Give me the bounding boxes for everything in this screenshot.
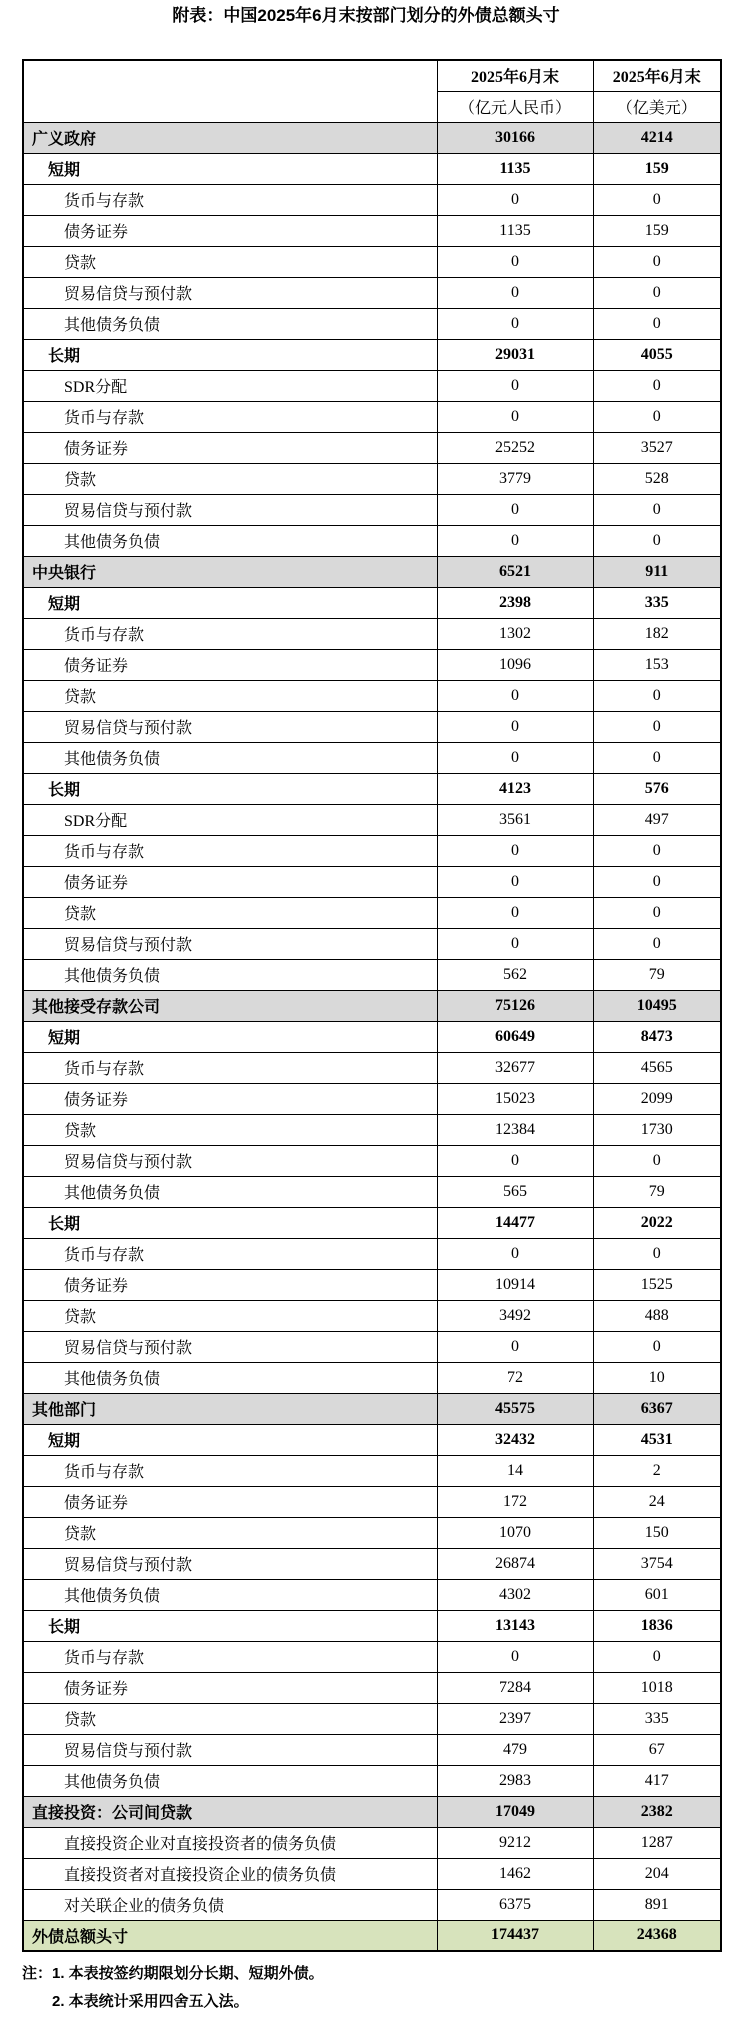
table-row-item bbox=[23, 277, 721, 308]
rmb-value: 7284 bbox=[437, 1672, 593, 1703]
table-row-item bbox=[23, 680, 721, 711]
usd-value: 0 bbox=[593, 928, 721, 959]
table-row-item bbox=[23, 1858, 721, 1889]
rmb-value: 60649 bbox=[437, 1021, 593, 1052]
rmb-value: 0 bbox=[437, 277, 593, 308]
table-row-item bbox=[23, 897, 721, 928]
rmb-value: 4302 bbox=[437, 1579, 593, 1610]
row-label: 债务证券 bbox=[23, 1672, 437, 1703]
row-label: 债务证券 bbox=[23, 1083, 437, 1114]
table-row-section bbox=[23, 1796, 721, 1827]
rmb-value: 32677 bbox=[437, 1052, 593, 1083]
rmb-value: 1070 bbox=[437, 1517, 593, 1548]
usd-value: 4531 bbox=[593, 1424, 721, 1455]
row-label: 其他债务负债 bbox=[23, 1176, 437, 1207]
page-title: 附表：中国2025年6月末按部门划分的外债总额头寸 bbox=[172, 6, 560, 25]
usd-value: 0 bbox=[593, 897, 721, 928]
row-label: 货币与存款 bbox=[23, 1455, 437, 1486]
table-row-item bbox=[23, 1827, 721, 1858]
row-label: 贸易信贷与预付款 bbox=[23, 928, 437, 959]
rmb-value: 0 bbox=[437, 1641, 593, 1672]
row-label: 货币与存款 bbox=[23, 1641, 437, 1672]
rmb-value: 0 bbox=[437, 525, 593, 556]
usd-value: 10495 bbox=[593, 990, 721, 1021]
table-body bbox=[23, 122, 721, 1951]
header-usd-unit: （亿美元） bbox=[593, 91, 721, 122]
rmb-value: 0 bbox=[437, 711, 593, 742]
row-label: 贸易信贷与预付款 bbox=[23, 277, 437, 308]
usd-value: 891 bbox=[593, 1889, 721, 1920]
table-row-item bbox=[23, 1889, 721, 1920]
row-label: 贸易信贷与预付款 bbox=[23, 1734, 437, 1765]
row-label: 贸易信贷与预付款 bbox=[23, 1331, 437, 1362]
row-label: 债务证券 bbox=[23, 215, 437, 246]
table-row-item bbox=[23, 1114, 721, 1145]
table-row-section bbox=[23, 122, 721, 153]
rmb-value: 1135 bbox=[437, 153, 593, 184]
rmb-value: 4123 bbox=[437, 773, 593, 804]
usd-value: 0 bbox=[593, 866, 721, 897]
row-label: SDR分配 bbox=[23, 804, 437, 835]
usd-value: 3527 bbox=[593, 432, 721, 463]
rmb-value: 0 bbox=[437, 370, 593, 401]
rmb-value: 174437 bbox=[437, 1920, 593, 1951]
rmb-value: 15023 bbox=[437, 1083, 593, 1114]
usd-value: 24368 bbox=[593, 1920, 721, 1951]
table-row-item bbox=[23, 1672, 721, 1703]
usd-value: 2099 bbox=[593, 1083, 721, 1114]
table-row-section bbox=[23, 990, 721, 1021]
usd-value: 0 bbox=[593, 1145, 721, 1176]
usd-value: 1018 bbox=[593, 1672, 721, 1703]
usd-value: 0 bbox=[593, 742, 721, 773]
row-label: 货币与存款 bbox=[23, 184, 437, 215]
usd-value: 335 bbox=[593, 1703, 721, 1734]
table-row-item bbox=[23, 1052, 721, 1083]
rmb-value: 1462 bbox=[437, 1858, 593, 1889]
table-row-item bbox=[23, 215, 721, 246]
table-row-total bbox=[23, 1920, 721, 1951]
row-label: 长期 bbox=[23, 1207, 437, 1238]
row-label: 货币与存款 bbox=[23, 1052, 437, 1083]
table-row-item bbox=[23, 1486, 721, 1517]
table-row-item bbox=[23, 494, 721, 525]
usd-value: 1525 bbox=[593, 1269, 721, 1300]
table-row-item bbox=[23, 1734, 721, 1765]
rmb-value: 1096 bbox=[437, 649, 593, 680]
table-row-subtotal bbox=[23, 1610, 721, 1641]
table-row-item bbox=[23, 1300, 721, 1331]
header-rmb-period: 2025年6月末 bbox=[437, 60, 593, 91]
table-row-item bbox=[23, 649, 721, 680]
usd-value: 24 bbox=[593, 1486, 721, 1517]
table-row-item bbox=[23, 432, 721, 463]
row-label: 贸易信贷与预付款 bbox=[23, 1145, 437, 1176]
usd-value: 2 bbox=[593, 1455, 721, 1486]
usd-value: 0 bbox=[593, 525, 721, 556]
table-row-item bbox=[23, 1765, 721, 1796]
table-row-item bbox=[23, 1455, 721, 1486]
rmb-value: 30166 bbox=[437, 122, 593, 153]
table-row-item bbox=[23, 401, 721, 432]
rmb-value: 0 bbox=[437, 401, 593, 432]
rmb-value: 479 bbox=[437, 1734, 593, 1765]
table-row-item bbox=[23, 370, 721, 401]
table-row-subtotal bbox=[23, 773, 721, 804]
rmb-value: 0 bbox=[437, 835, 593, 866]
usd-value: 150 bbox=[593, 1517, 721, 1548]
row-label: 短期 bbox=[23, 1424, 437, 1455]
usd-value: 6367 bbox=[593, 1393, 721, 1424]
row-label: 贸易信贷与预付款 bbox=[23, 1548, 437, 1579]
row-label: SDR分配 bbox=[23, 370, 437, 401]
row-label: 直接投资：公司间贷款 bbox=[23, 1796, 437, 1827]
row-label: 货币与存款 bbox=[23, 835, 437, 866]
table-row-section bbox=[23, 556, 721, 587]
table-row-item bbox=[23, 711, 721, 742]
table-row-item bbox=[23, 1269, 721, 1300]
rmb-value: 0 bbox=[437, 680, 593, 711]
table-row-subtotal bbox=[23, 1207, 721, 1238]
table-row-item bbox=[23, 1176, 721, 1207]
usd-value: 488 bbox=[593, 1300, 721, 1331]
rmb-value: 562 bbox=[437, 959, 593, 990]
rmb-value: 29031 bbox=[437, 339, 593, 370]
row-label: 贸易信贷与预付款 bbox=[23, 494, 437, 525]
row-label: 短期 bbox=[23, 153, 437, 184]
footnote-2: 2. 本表统计采用四舍五入法。 bbox=[52, 1993, 249, 2010]
row-label: 中央银行 bbox=[23, 556, 437, 587]
row-label: 债务证券 bbox=[23, 649, 437, 680]
row-label: 贷款 bbox=[23, 1517, 437, 1548]
table-row-subtotal bbox=[23, 1021, 721, 1052]
table-row-item bbox=[23, 928, 721, 959]
usd-value: 4055 bbox=[593, 339, 721, 370]
rmb-value: 1302 bbox=[437, 618, 593, 649]
row-label: 长期 bbox=[23, 1610, 437, 1641]
rmb-value: 6375 bbox=[437, 1889, 593, 1920]
row-label: 货币与存款 bbox=[23, 401, 437, 432]
usd-value: 79 bbox=[593, 959, 721, 990]
usd-value: 0 bbox=[593, 711, 721, 742]
row-label: 债务证券 bbox=[23, 1486, 437, 1517]
row-label: 直接投资企业对直接投资者的债务负债 bbox=[23, 1827, 437, 1858]
rmb-value: 17049 bbox=[437, 1796, 593, 1827]
usd-value: 0 bbox=[593, 494, 721, 525]
row-label: 债务证券 bbox=[23, 866, 437, 897]
usd-value: 335 bbox=[593, 587, 721, 618]
rmb-value: 565 bbox=[437, 1176, 593, 1207]
table-row-item bbox=[23, 742, 721, 773]
rmb-value: 0 bbox=[437, 928, 593, 959]
usd-value: 67 bbox=[593, 1734, 721, 1765]
rmb-value: 0 bbox=[437, 308, 593, 339]
row-label: 长期 bbox=[23, 773, 437, 804]
row-label: 其他部门 bbox=[23, 1393, 437, 1424]
row-label: 短期 bbox=[23, 1021, 437, 1052]
usd-value: 1730 bbox=[593, 1114, 721, 1145]
header-usd-period: 2025年6月末 bbox=[593, 60, 721, 91]
rmb-value: 3779 bbox=[437, 463, 593, 494]
rmb-value: 10914 bbox=[437, 1269, 593, 1300]
table-row-subtotal bbox=[23, 587, 721, 618]
row-label: 贷款 bbox=[23, 680, 437, 711]
usd-value: 417 bbox=[593, 1765, 721, 1796]
rmb-value: 14477 bbox=[437, 1207, 593, 1238]
usd-value: 0 bbox=[593, 1641, 721, 1672]
table-row-item bbox=[23, 246, 721, 277]
header-rmb-unit: （亿元人民币） bbox=[437, 91, 593, 122]
usd-value: 159 bbox=[593, 153, 721, 184]
table-row-item bbox=[23, 308, 721, 339]
row-label: 长期 bbox=[23, 339, 437, 370]
usd-value: 0 bbox=[593, 308, 721, 339]
row-label: 其他债务负债 bbox=[23, 1765, 437, 1796]
table-row-item bbox=[23, 1362, 721, 1393]
row-label: 其他债务负债 bbox=[23, 525, 437, 556]
rmb-value: 12384 bbox=[437, 1114, 593, 1145]
table-row-item bbox=[23, 1579, 721, 1610]
usd-value: 576 bbox=[593, 773, 721, 804]
rmb-value: 0 bbox=[437, 1331, 593, 1362]
table-row-item bbox=[23, 184, 721, 215]
row-label: 其他债务负债 bbox=[23, 308, 437, 339]
table-row-item bbox=[23, 1331, 721, 1362]
rmb-value: 0 bbox=[437, 246, 593, 277]
row-label: 贷款 bbox=[23, 1703, 437, 1734]
rmb-value: 1135 bbox=[437, 215, 593, 246]
usd-value: 2382 bbox=[593, 1796, 721, 1827]
usd-value: 0 bbox=[593, 1238, 721, 1269]
rmb-value: 3492 bbox=[437, 1300, 593, 1331]
rmb-value: 2397 bbox=[437, 1703, 593, 1734]
usd-value: 911 bbox=[593, 556, 721, 587]
rmb-value: 2983 bbox=[437, 1765, 593, 1796]
usd-value: 182 bbox=[593, 618, 721, 649]
row-label: 贷款 bbox=[23, 897, 437, 928]
table-row-item bbox=[23, 463, 721, 494]
usd-value: 497 bbox=[593, 804, 721, 835]
rmb-value: 13143 bbox=[437, 1610, 593, 1641]
usd-value: 0 bbox=[593, 835, 721, 866]
rmb-value: 2398 bbox=[437, 587, 593, 618]
usd-value: 0 bbox=[593, 277, 721, 308]
usd-value: 0 bbox=[593, 370, 721, 401]
table-row-item bbox=[23, 1703, 721, 1734]
row-label: 其他债务负债 bbox=[23, 1579, 437, 1610]
table-row-item bbox=[23, 525, 721, 556]
usd-value: 0 bbox=[593, 401, 721, 432]
table-row-item bbox=[23, 1145, 721, 1176]
row-label: 短期 bbox=[23, 587, 437, 618]
usd-value: 8473 bbox=[593, 1021, 721, 1052]
table-row-item bbox=[23, 618, 721, 649]
row-label: 贷款 bbox=[23, 246, 437, 277]
rmb-value: 0 bbox=[437, 1145, 593, 1176]
footnote-1: 注：1. 本表按签约期限划分长期、短期外债。 bbox=[22, 1965, 324, 1982]
usd-value: 4565 bbox=[593, 1052, 721, 1083]
row-label: 对关联企业的债务负债 bbox=[23, 1889, 437, 1920]
usd-value: 3754 bbox=[593, 1548, 721, 1579]
rmb-value: 0 bbox=[437, 897, 593, 928]
footnotes bbox=[22, 1960, 732, 2016]
rmb-value: 3561 bbox=[437, 804, 593, 835]
row-label: 贷款 bbox=[23, 1300, 437, 1331]
rmb-value: 25252 bbox=[437, 432, 593, 463]
usd-value: 1836 bbox=[593, 1610, 721, 1641]
table-row-item bbox=[23, 1083, 721, 1114]
rmb-value: 14 bbox=[437, 1455, 593, 1486]
usd-value: 1287 bbox=[593, 1827, 721, 1858]
table-row-item bbox=[23, 959, 721, 990]
rmb-value: 45575 bbox=[437, 1393, 593, 1424]
rmb-value: 9212 bbox=[437, 1827, 593, 1858]
row-label: 债务证券 bbox=[23, 1269, 437, 1300]
table-row-item bbox=[23, 1238, 721, 1269]
usd-value: 0 bbox=[593, 246, 721, 277]
usd-value: 2022 bbox=[593, 1207, 721, 1238]
usd-value: 79 bbox=[593, 1176, 721, 1207]
header-empty-cell bbox=[23, 60, 437, 122]
rmb-value: 72 bbox=[437, 1362, 593, 1393]
table-row-subtotal bbox=[23, 1424, 721, 1455]
rmb-value: 75126 bbox=[437, 990, 593, 1021]
rmb-value: 0 bbox=[437, 742, 593, 773]
row-label: 贷款 bbox=[23, 1114, 437, 1145]
row-label: 其他接受存款公司 bbox=[23, 990, 437, 1021]
table-row-subtotal bbox=[23, 339, 721, 370]
usd-value: 159 bbox=[593, 215, 721, 246]
table-row-item bbox=[23, 1641, 721, 1672]
table-row-item bbox=[23, 1517, 721, 1548]
usd-value: 10 bbox=[593, 1362, 721, 1393]
row-label: 货币与存款 bbox=[23, 1238, 437, 1269]
rmb-value: 172 bbox=[437, 1486, 593, 1517]
table-row-item bbox=[23, 866, 721, 897]
rmb-value: 32432 bbox=[437, 1424, 593, 1455]
usd-value: 204 bbox=[593, 1858, 721, 1889]
row-label: 贸易信贷与预付款 bbox=[23, 711, 437, 742]
header-row-period bbox=[23, 60, 721, 91]
table-header bbox=[23, 60, 721, 122]
usd-value: 0 bbox=[593, 680, 721, 711]
rmb-value: 0 bbox=[437, 184, 593, 215]
row-label: 货币与存款 bbox=[23, 618, 437, 649]
usd-value: 0 bbox=[593, 184, 721, 215]
table-row-item bbox=[23, 1548, 721, 1579]
table-row-subtotal bbox=[23, 153, 721, 184]
rmb-value: 0 bbox=[437, 866, 593, 897]
table-row-item bbox=[23, 804, 721, 835]
table-row-item bbox=[23, 835, 721, 866]
row-label: 外债总额头寸 bbox=[23, 1920, 437, 1951]
rmb-value: 6521 bbox=[437, 556, 593, 587]
rmb-value: 0 bbox=[437, 1238, 593, 1269]
row-label: 直接投资者对直接投资企业的债务负债 bbox=[23, 1858, 437, 1889]
row-label: 债务证券 bbox=[23, 432, 437, 463]
row-label: 其他债务负债 bbox=[23, 1362, 437, 1393]
rmb-value: 26874 bbox=[437, 1548, 593, 1579]
row-label: 广义政府 bbox=[23, 122, 437, 153]
usd-value: 528 bbox=[593, 463, 721, 494]
row-label: 其他债务负债 bbox=[23, 959, 437, 990]
usd-value: 4214 bbox=[593, 122, 721, 153]
table-row-section bbox=[23, 1393, 721, 1424]
usd-value: 153 bbox=[593, 649, 721, 680]
external-debt-table bbox=[22, 59, 722, 1952]
usd-value: 0 bbox=[593, 1331, 721, 1362]
rmb-value: 0 bbox=[437, 494, 593, 525]
row-label: 其他债务负债 bbox=[23, 742, 437, 773]
row-label: 贷款 bbox=[23, 463, 437, 494]
usd-value: 601 bbox=[593, 1579, 721, 1610]
